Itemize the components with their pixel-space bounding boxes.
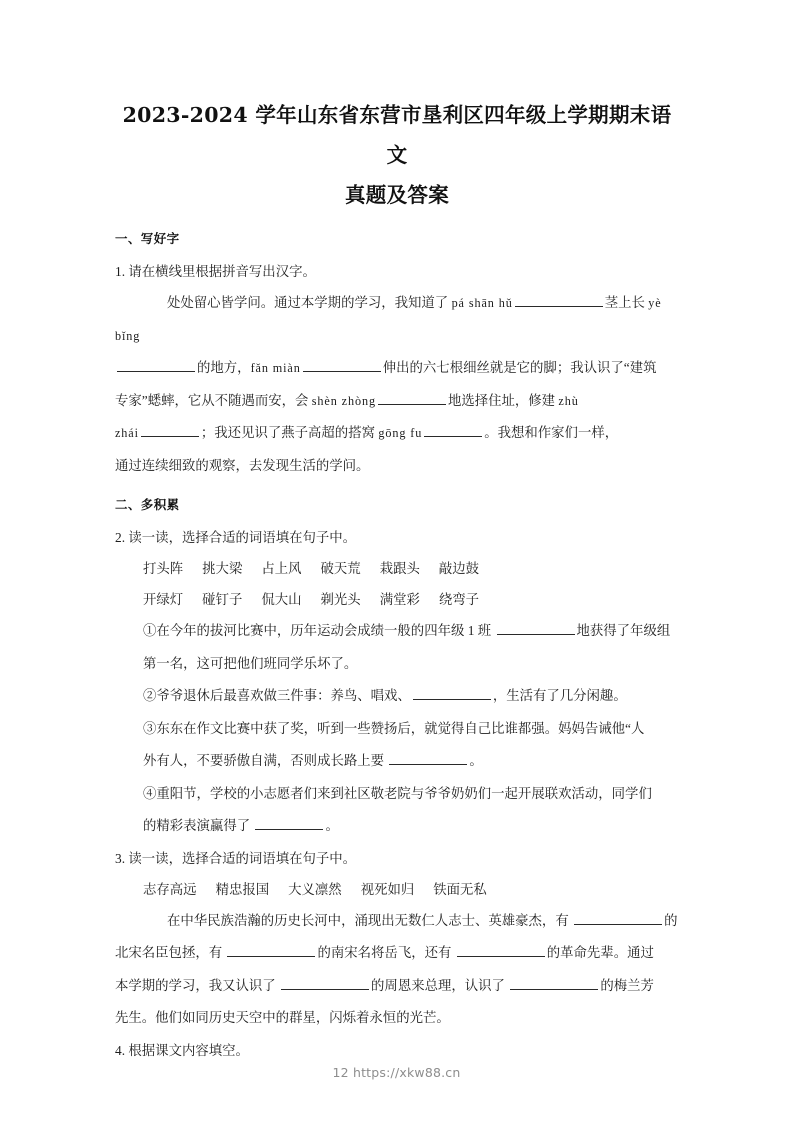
q2-blank-4[interactable]	[255, 816, 323, 830]
wordbank-item: 满堂彩	[379, 592, 420, 607]
section-heading-2: 二、多积累	[115, 497, 180, 512]
q2-s4-l1-seg1: ④重阳节，学校的小志愿者们来到社区敬老院与爷爷奶奶们一起开展联欢活动，同学们	[143, 785, 652, 801]
q3-line-3	[115, 970, 679, 1003]
q2-wordbank-row-1	[115, 553, 679, 584]
question-3-number: 3.	[115, 850, 126, 866]
q2-s4-l2-seg1: 的精彩表演赢得了	[143, 818, 254, 833]
wordbank-item: 打头阵	[143, 561, 184, 576]
q3-l2-seg2: 的南宋名将岳飞，还有	[317, 945, 455, 960]
q1-line-3	[115, 352, 679, 385]
q3-blank-5[interactable]	[510, 976, 598, 990]
q3-l1-seg2: 的	[664, 912, 678, 928]
q1-l5-pinyin2: gōng fu	[378, 426, 423, 440]
q3-l4-seg1: 先生。他们如同历史天空中的群星，闪烁着永恒的光芒。	[115, 1010, 450, 1025]
q2-subitem-3-line-1	[115, 713, 679, 746]
q3-l3-seg1: 本学期的学习，我又认识了	[115, 977, 280, 993]
question-3-prompt	[115, 843, 679, 874]
q2-subitem-4-line-2	[115, 810, 679, 843]
q1-line-4	[115, 385, 679, 418]
wordbank-item: 破天荒	[320, 561, 361, 576]
q1-line-1	[115, 287, 679, 320]
q2-subitem-4-line-1	[115, 778, 679, 811]
question-4-text: 根据课文内容填空。	[128, 1042, 249, 1058]
q1-l1-seg2: 茎上长	[604, 295, 649, 310]
q2-s3-l2-seg1: 外有人，不要骄傲自满，否则成长路上要	[143, 753, 388, 768]
q2-blank-2[interactable]	[413, 686, 491, 700]
q1-blank-2[interactable]	[117, 358, 195, 372]
q1-blank-5[interactable]	[141, 423, 199, 437]
q3-blank-2[interactable]	[227, 943, 315, 957]
wordbank-item: 绕弯子	[438, 592, 480, 607]
q3-line-2	[115, 937, 679, 970]
q2-wordbank-row-2	[115, 584, 679, 615]
document-content	[115, 95, 679, 1066]
q3-l2-seg1: 北宋名臣包拯，有	[115, 945, 226, 960]
q3-line-4	[115, 1002, 679, 1035]
title-line-1: 2023-2024 学年山东省东营市垦利区四年级上学期期末语文	[122, 103, 672, 167]
q1-blank-3[interactable]	[303, 358, 381, 372]
q2-subitem-2-line-1	[115, 680, 679, 713]
question-3-text: 读一读，选择合适的词语填在句子中。	[128, 850, 357, 866]
q1-l1-seg1: 处处留心皆学问。通过本学期的学习，我知道了	[167, 295, 452, 310]
q3-wordbank-row-1	[115, 874, 679, 905]
q1-l3-seg2: 伸出的六七根细丝就是它的脚；我认识了“建筑	[382, 360, 657, 375]
wordbank-item: 挑大梁	[202, 561, 243, 576]
q3-line-1	[115, 905, 679, 938]
wordbank-item: 剃光头	[320, 592, 361, 607]
wordbank-item: 视死如归	[360, 881, 415, 897]
q3-l3-seg3: 的梅兰芳	[600, 977, 654, 993]
q1-l4-pinyin2: zhù	[558, 393, 579, 408]
q1-l5-seg2: ；我还见识了燕子高超的搭窝	[200, 425, 379, 440]
q1-l1-pinyin1: pá shān hǔ	[451, 296, 513, 310]
q1-l1-pinyin2: yè	[648, 296, 662, 310]
q2-blank-1[interactable]	[497, 621, 575, 635]
q1-blank-1[interactable]	[515, 293, 603, 307]
question-1-text: 请在横线里根据拼音写出汉字。	[128, 264, 316, 279]
question-2-text: 读一读，选择合适的词语填在句子中。	[128, 530, 357, 545]
q1-l3-seg1: 的地方，	[197, 360, 251, 375]
wordbank-item: 大义凛然	[288, 881, 342, 897]
q2-s1-l1-seg1: ①在今年的拔河比赛中，历年运动会成绩一般的四年级 1 班	[143, 623, 495, 638]
q2-subitem-3-line-2	[115, 745, 679, 778]
q2-s2-l1-seg2: ，生活有了几分闲趣。	[492, 688, 627, 703]
q1-l3-pinyin1: fǎn miàn	[250, 361, 301, 375]
q3-l3-seg2: 的周恩来总理，认识了	[371, 977, 509, 993]
wordbank-item: 侃大山	[261, 592, 302, 607]
q2-s1-l1-seg2: 地获得了年级组	[576, 623, 671, 638]
wordbank-item: 栽跟头	[379, 561, 420, 576]
q3-l2-seg3: 的革命先辈。通过	[546, 945, 654, 960]
section-heading-1: 一、写好字	[115, 231, 180, 246]
q1-blank-6[interactable]	[424, 423, 482, 437]
question-1-number: 1.	[115, 264, 126, 279]
q1-l6-seg1: 通过连续细致的观察，去发现生活的学问。	[115, 457, 370, 473]
q3-blank-3[interactable]	[457, 943, 545, 957]
q1-line-2	[115, 320, 679, 353]
wordbank-item: 精忠报国	[215, 881, 270, 897]
wordbank-item: 志存高远	[143, 881, 197, 897]
q2-s4-l2-seg2: 。	[325, 818, 339, 833]
q1-l5-seg3: 。我想和作家们一样，	[484, 425, 619, 440]
wordbank-item: 敲边鼓	[438, 561, 480, 576]
q2-subitem-1-line-2	[115, 648, 679, 681]
q1-l2-pinyin: bǐng	[115, 328, 141, 343]
q1-l4-pinyin1: shèn zhòng	[311, 393, 376, 408]
q2-s1-l2-seg1: 第一名，这可把他们班同学乐坏了。	[143, 655, 358, 671]
q2-s3-l1-seg1: ③东东在作文比赛中获了奖，听到一些赞扬后，就觉得自己比谁都强。妈妈告诫他“人	[143, 720, 645, 736]
q1-l4-seg2: 地选择住址，修建	[447, 392, 559, 408]
page-title	[115, 95, 679, 215]
q1-line-6	[115, 450, 679, 483]
q3-blank-4[interactable]	[281, 976, 369, 990]
question-4-prompt	[115, 1035, 679, 1066]
q1-blank-4[interactable]	[378, 391, 446, 405]
q2-s2-l1-seg1: ②爷爷退休后最喜欢做三件事：养鸟、唱戏、	[143, 688, 411, 703]
question-4-number: 4.	[115, 1042, 126, 1058]
q3-l1-seg1: 在中华民族浩瀚的历史长河中，涌现出无数仁人志士、英雄豪杰，有	[167, 912, 573, 928]
title-line-2: 真题及答案	[345, 183, 449, 207]
question-2-number: 2.	[115, 530, 126, 545]
wordbank-item: 开绿灯	[143, 592, 184, 607]
question-2-prompt	[115, 522, 679, 553]
q2-subitem-1-line-1	[115, 615, 679, 648]
q1-l5-pinyin-lead: zhái	[115, 426, 139, 440]
q3-blank-1[interactable]	[574, 911, 662, 925]
q1-line-5	[115, 417, 679, 450]
question-1-prompt	[115, 256, 679, 287]
q2-s3-l2-seg2: 。	[469, 753, 483, 768]
q1-l4-seg1: 专家”蟋蟀，它从不随遇而安，会	[115, 392, 312, 408]
wordbank-item: 占上风	[261, 561, 302, 576]
footer-watermark: 12 https://xkw88.cn	[332, 1065, 461, 1080]
q2-blank-3[interactable]	[389, 751, 467, 765]
wordbank-item: 碰钉子	[202, 592, 243, 607]
wordbank-item: 铁面无私	[433, 881, 487, 897]
